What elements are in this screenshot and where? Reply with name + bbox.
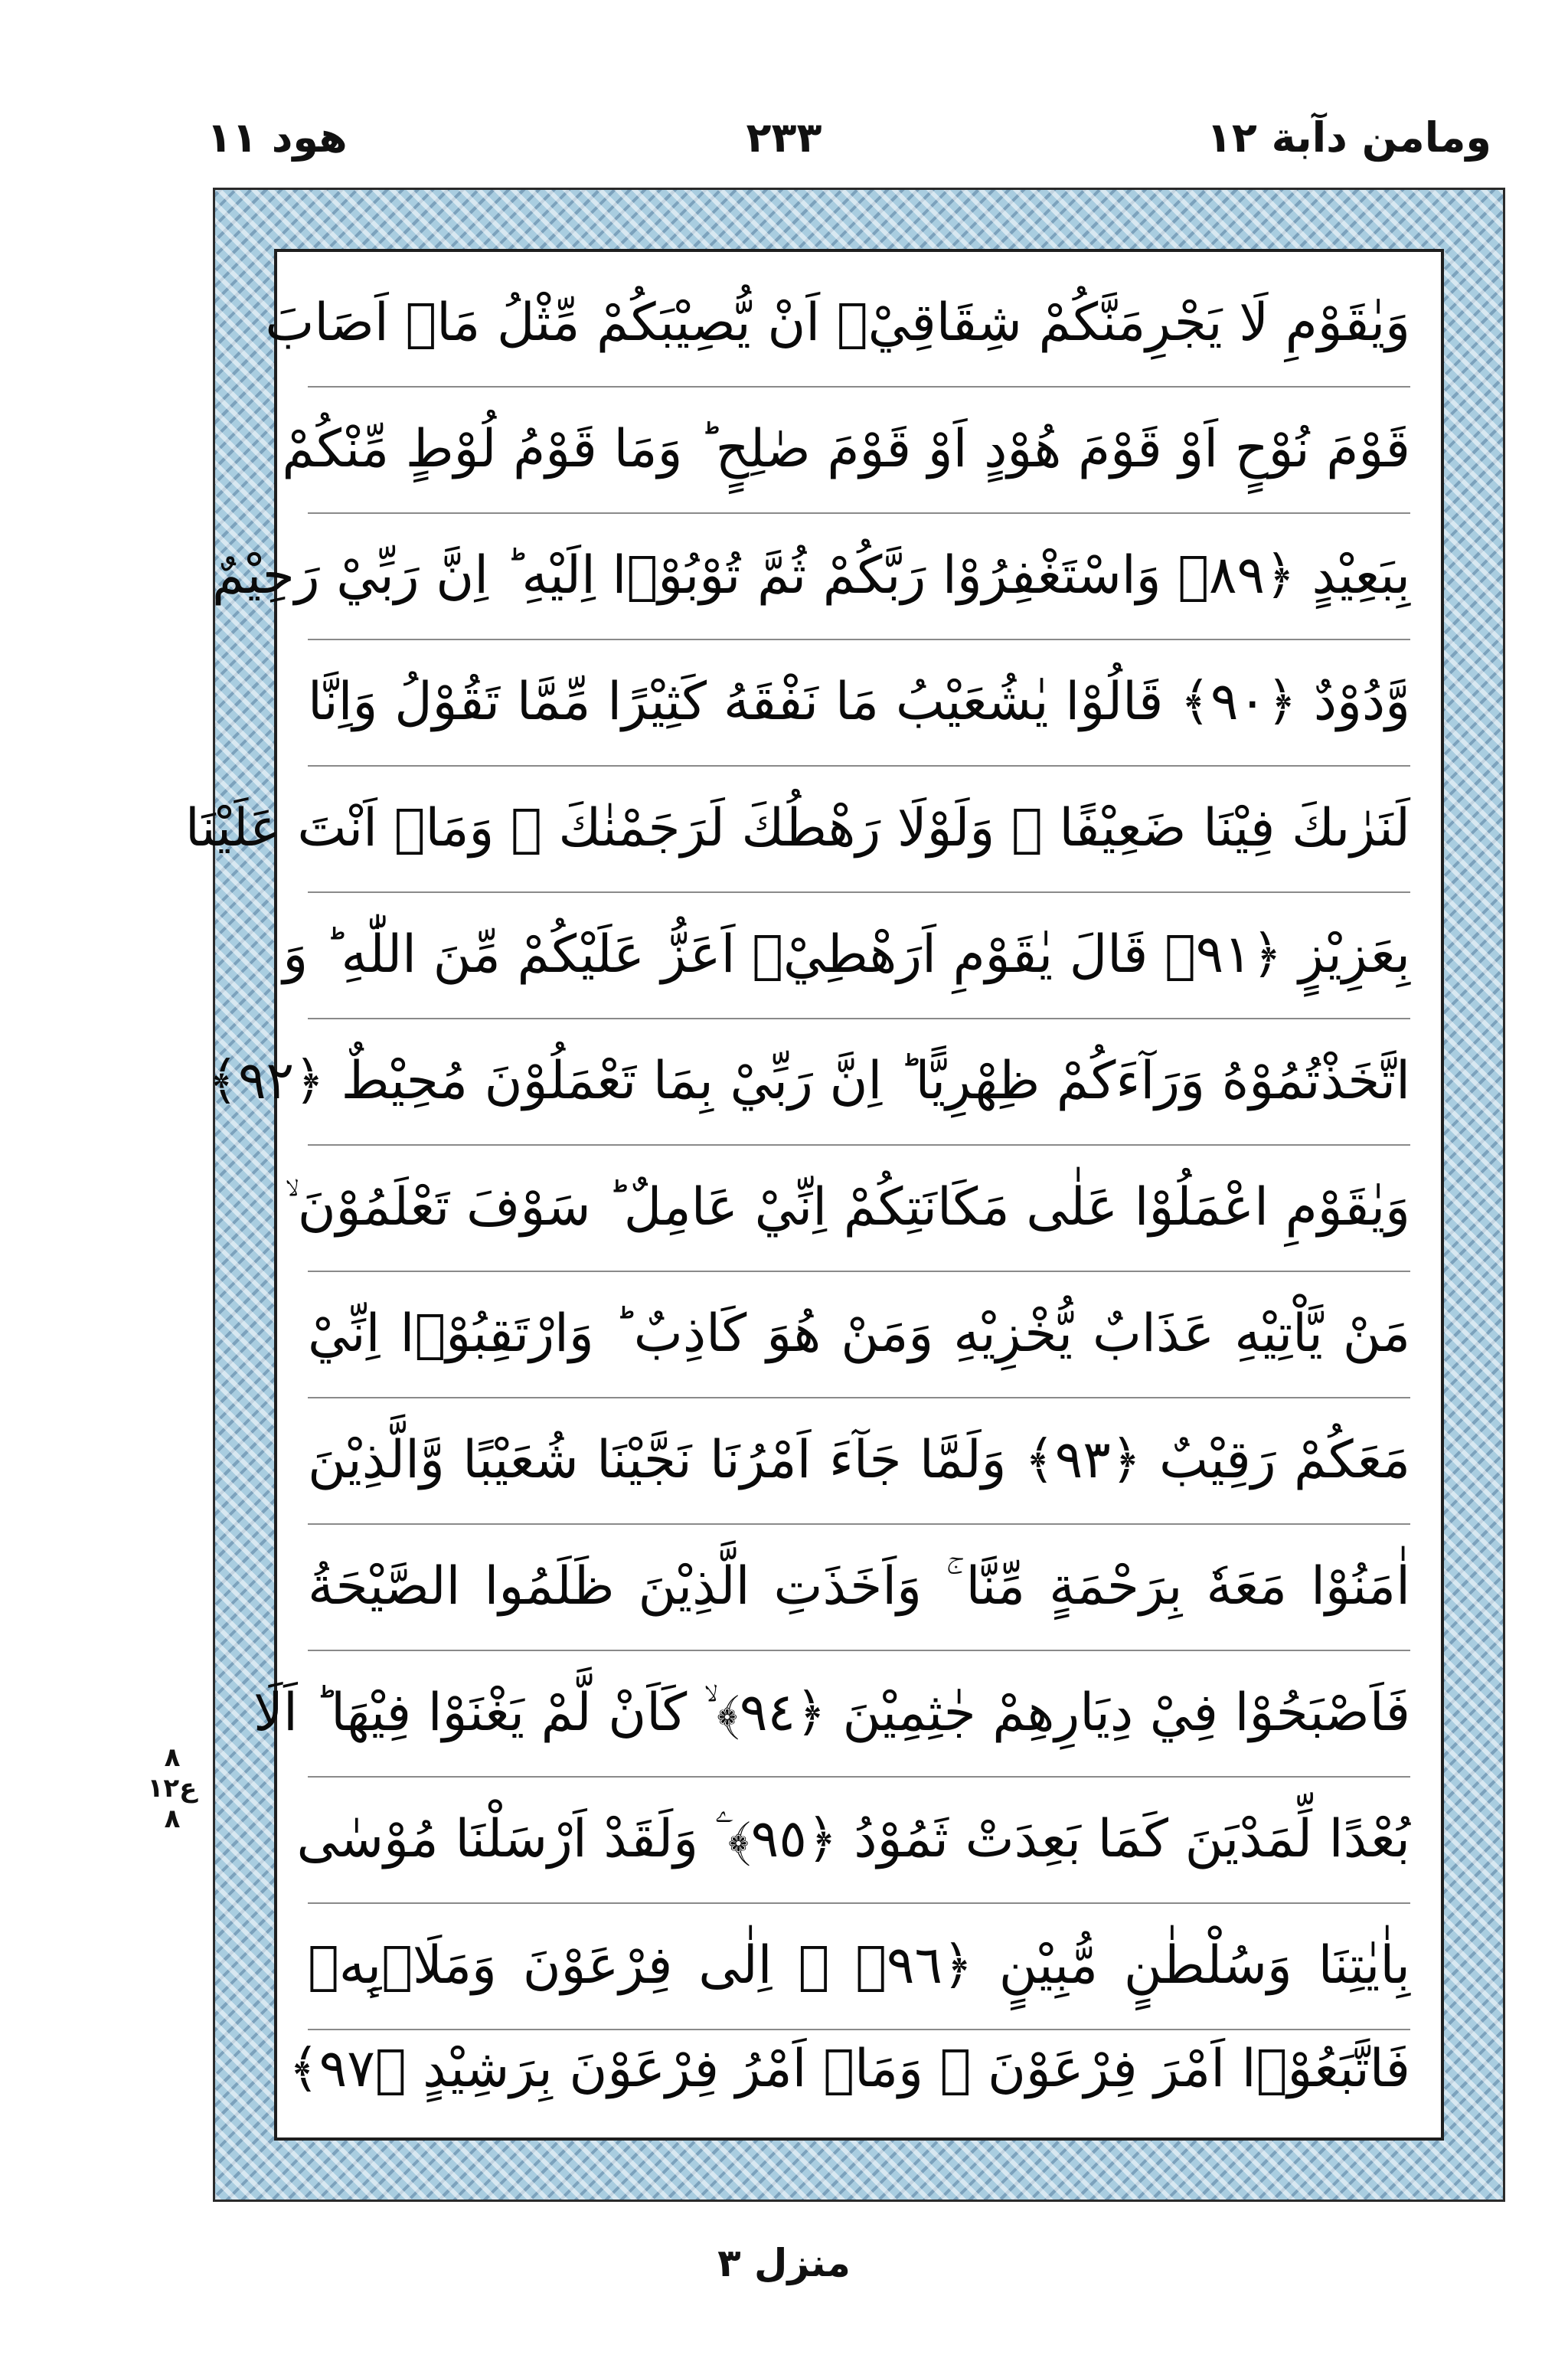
verse-line-6: بِعَزِيْزٍ ﴿٩١﴾ قَالَ يٰقَوْمِ اَرَهْطِيْۤ اَعَزُّ عَلَيْكُمْ مِّنَ اللّٰهِ ؕ وَ (308, 891, 1410, 1019)
ruku-marker (147, 1735, 198, 1842)
verse-line-3: بِبَعِيْدٍ ﴿٨٩﴾ وَاسْتَغْفِرُوْا رَبَّكُمْ ثُمَّ تُوْبُوْۤا اِلَيْهِ ؕ اِنَّ رَبِّيْ رَحِيْمٌ (308, 512, 1410, 640)
ruku-top-number: ٨ (164, 1742, 181, 1773)
verse-line-8: وَيٰقَوْمِ اعْمَلُوْا عَلٰى مَكَانَتِكُمْ اِنِّيْ عَامِلٌ ؕ سَوْفَ تَعْلَمُوْنَ ۙ (308, 1144, 1410, 1272)
page-number: ٢٣٣ (746, 113, 822, 162)
verse-line-2: قَوْمَ نُوْحٍ اَوْ قَوْمَ هُوْدٍ اَوْ قَوْمَ صٰلِحٍ ؕ وَمَا قَوْمُ لُوْطٍ مِّنْكُمْ (308, 386, 1410, 514)
verse-lines (185, 252, 1441, 2137)
verse-line-5: لَنَرٰىكَ فِيْنَا ضَعِيْفًا ۚ وَلَوْلَا رَهْطُكَ لَرَجَمْنٰكَ ؗ وَمَاۤ اَنْتَ عَلَيْنَا (308, 765, 1410, 893)
verse-line-14: بِاٰيٰتِنَا وَسُلْطٰنٍ مُّبِيْنٍ ﴿٩٦﴾ ۙ اِلٰى فِرْعَوْنَ وَمَلَا۟ىِٕهٖ (308, 1902, 1410, 2030)
verse-line-12: فَاَصْبَحُوْا فِيْ دِيَارِهِمْ جٰثِمِيْنَ ﴿٩٤﴾ ۙ كَاَنْ لَّمْ يَغْنَوْا فِيْهَا ؕ اَلَا (308, 1650, 1410, 1778)
verse-line-7: اتَّخَذْتُمُوْهُ وَرَآءَكُمْ ظِهْرِيًّا ؕ اِنَّ رَبِّيْ بِمَا تَعْمَلُوْنَ مُحِيْطٌ ﴿٩٢﴾ (308, 1018, 1410, 1146)
ruku-symbol: ع١٢ (147, 1773, 198, 1804)
verse-line-11: اٰمَنُوْا مَعَهٗ بِرَحْمَةٍ مِّنَّا ۚ وَاَخَذَتِ الَّذِيْنَ ظَلَمُوا الصَّيْحَةُ (308, 1523, 1410, 1651)
text-panel (185, 249, 1444, 2141)
juz-name-header: ومامن دآبة ١٢ (1206, 113, 1491, 162)
ruku-bottom-number: ٨ (164, 1804, 181, 1834)
manzil-footer: منزل ٣ (717, 2241, 851, 2285)
verse-line-10: مَعَكُمْ رَقِيْبٌ ﴿٩٣﴾ وَلَمَّا جَآءَ اَمْرُنَا نَجَّيْنَا شُعَيْبًا وَّالَّذِيْنَ (308, 1397, 1410, 1525)
verse-line-15: فَاتَّبَعُوْۤا اَمْرَ فِرْعَوْنَ ۚ وَمَاۤ اَمْرُ فِرْعَوْنَ بِرَشِيْدٍ ﴿٩٧﴾ (288, 2039, 1410, 2099)
verse-line-9: مَنْ يَّاْتِيْهِ عَذَابٌ يُّخْزِيْهِ وَمَنْ هُوَ كَاذِبٌ ؕ وَارْتَقِبُوْۤا اِنِّيْ (308, 1271, 1410, 1398)
verse-line-13: بُعْدًا لِّمَدْيَنَ كَمَا بَعِدَتْ ثَمُوْدُ ﴿٩٥﴾ ۧ وَلَقَدْ اَرْسَلْنَا مُوْسٰى (308, 1776, 1410, 1904)
verse-line-4: وَّدُوْدٌ ﴿٩٠﴾ قَالُوْا يٰشُعَيْبُ مَا نَفْقَهُ كَثِيْرًا مِّمَّا تَقُوْلُ وَاِنَّا (308, 639, 1410, 767)
verse-line-1: وَيٰقَوْمِ لَا يَجْرِمَنَّكُمْ شِقَاقِيْۤ اَنْ يُّصِيْبَكُمْ مِّثْلُ مَاۤ اَصَابَ (308, 260, 1410, 388)
surah-name-header: هود ١١ (207, 113, 348, 162)
